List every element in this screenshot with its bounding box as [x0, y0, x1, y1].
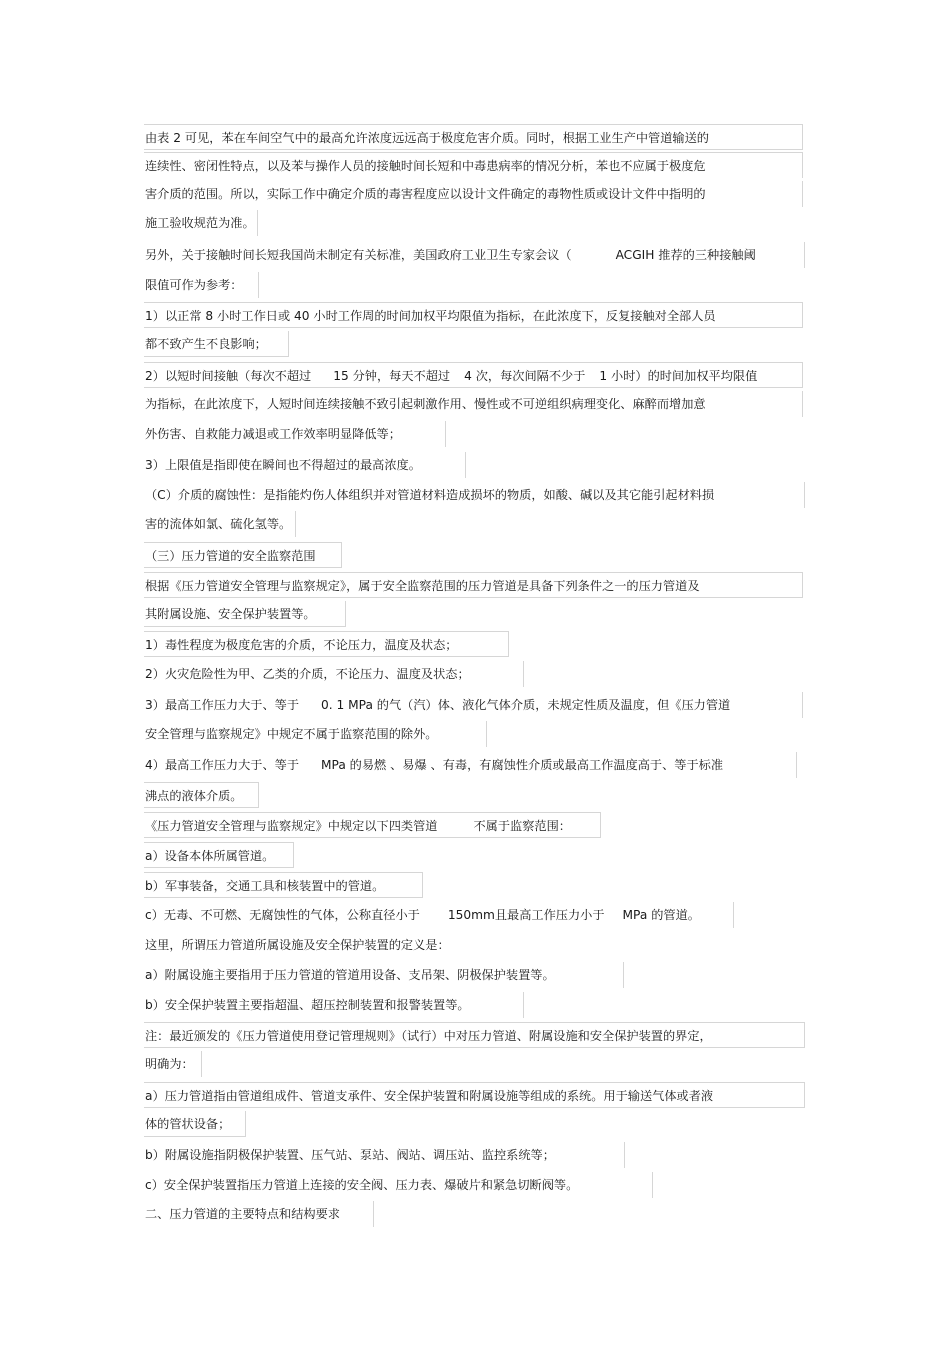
text-line	[144, 210, 258, 236]
text-line	[144, 452, 466, 478]
text-span: 2）以短时间接触（每次不超过	[145, 369, 312, 383]
text-line	[144, 482, 805, 508]
text-line	[144, 272, 259, 298]
text-line	[144, 721, 487, 747]
text-span: 《压力管道安全管理与监察规定》中规定以下四类管道	[145, 819, 438, 833]
text-span: a）设备本体所属管道。	[145, 849, 275, 863]
text-line	[144, 242, 805, 268]
text-line	[144, 572, 803, 598]
text-span: 都不致产生不良影响；	[145, 337, 267, 351]
text-line	[144, 752, 797, 778]
text-span: 4）最高工作压力大于、等于	[145, 758, 300, 772]
text-span: 体的管状设备；	[145, 1117, 231, 1131]
text-span: 3）上限值是指即使在瞬间也不得超过的最高浓度。	[145, 458, 421, 472]
text-line	[144, 782, 259, 808]
text-line	[144, 1142, 625, 1168]
text-span: 连续性、密闭性特点，以及苯与操作人员的接触时间长短和中毒患病率的情况分析，苯也不应属于极度危	[145, 159, 706, 173]
text-span: 不属于监察范围：	[473, 819, 571, 833]
text-span: 为指标，在此浓度下，人短时间连续接触不致引起刺激作用、慢性或不可逆组织病理变化、麻醉而增加意	[145, 397, 706, 411]
text-span: 另外，关于接触时间长短我国尚未制定有关标准，美国政府工业卫生专家会议（	[145, 248, 572, 262]
text-span: 其附属设施、安全保护装置等。	[145, 607, 316, 621]
text-span: 安全管理与监察规定》中规定不属于监察范围的除外。	[145, 727, 438, 741]
text-span: 明确为：	[145, 1057, 194, 1071]
text-span: 150mm且最高工作压力小于	[447, 908, 605, 922]
text-span: b）附属设施指阴极保护装置、压气站、泵站、阀站、调压站、监控系统等；	[145, 1148, 555, 1162]
text-span: 1）以正常 8 小时工作日或 40 小时工作周的时间加权平均限值为指标，在此浓度下，反复接触对全部人员	[145, 309, 716, 323]
text-span: 外伤害、自救能力减退或工作效率明显降低等；	[145, 427, 401, 441]
text-line	[144, 812, 601, 838]
text-line	[144, 124, 803, 150]
text-line	[144, 421, 446, 447]
text-span: 由表 2 可见，苯在车间空气中的最高允许浓度远远高于极度危害介质。同时，根据工业生产中管道输送的	[145, 131, 709, 145]
text-span: 限值可作为参考：	[145, 278, 243, 292]
text-span: c）安全保护装置指压力管道上连接的安全阀、压力表、爆破片和紧急切断阀等。	[145, 1178, 579, 1192]
text-line	[144, 511, 296, 537]
text-line	[144, 362, 803, 388]
text-line	[144, 842, 294, 868]
text-span: 3）最高工作压力大于、等于	[145, 698, 300, 712]
text-span: 害介质的范围。所以，实际工作中确定介质的毒害程度应以设计文件确定的毒物性质或设计文件中指明的	[145, 187, 706, 201]
text-span: 4 次，每次间隔不少于	[464, 369, 586, 383]
text-line	[144, 1022, 805, 1048]
text-line	[144, 992, 524, 1018]
section-heading	[144, 1201, 374, 1227]
text-span: （三）压力管道的安全监察范围	[145, 549, 316, 563]
text-line	[144, 1082, 805, 1108]
text-span: 15 分钟，每天不超过	[333, 369, 451, 383]
text-span: （C）介质的腐蚀性：是指能灼伤人体组织并对管道材料造成损坏的物质，如酸、碱以及其它能引起材料损	[145, 488, 715, 502]
text-line	[144, 391, 803, 417]
text-line	[144, 932, 544, 958]
text-line	[144, 631, 509, 657]
text-span: 施工验收规范为准。	[145, 216, 255, 230]
text-span: MPa 的易燃 、易爆 、有毒，有腐蚀性介质或最高工作温度高于、等于标准	[321, 758, 724, 772]
text-span: MPa 的管道。	[622, 908, 700, 922]
section-heading	[144, 542, 342, 568]
text-span: c）无毒、不可燃、无腐蚀性的气体，公称直径小于	[145, 908, 420, 922]
text-span: a）附属设施主要指用于压力管道的管道用设备、支吊架、阴极保护装置等。	[145, 968, 555, 982]
text-span: 根据《压力管道安全管理与监察规定》，属于安全监察范围的压力管道是具备下列条件之一的压力管道及	[145, 579, 700, 593]
text-line	[144, 1111, 246, 1137]
text-span: b）安全保护装置主要指超温、超压控制装置和报警装置等。	[145, 998, 470, 1012]
text-line	[144, 1051, 202, 1077]
text-line	[144, 872, 423, 898]
text-span: b）军事装备，交通工具和核装置中的管道。	[145, 879, 385, 893]
text-span: 1）毒性程度为极度危害的介质，不论压力，温度及状态；	[145, 638, 458, 652]
text-span: 这里，所谓压力管道所属设施及安全保护装置的定义是：	[145, 938, 450, 952]
text-line	[144, 661, 524, 687]
text-line	[144, 601, 346, 627]
text-span: 0. 1 MPa 的气（汽）体、液化气体介质，未规定性质及温度，但《压力管道	[321, 698, 731, 712]
text-line	[144, 181, 803, 207]
text-span: ACGIH 推荐的三种接触阈	[615, 248, 756, 262]
text-span: 二、压力管道的主要特点和结构要求	[145, 1207, 340, 1221]
text-span: a）压力管道指由管道组成件、管道支承件、安全保护装置和附属设施等组成的系统。用于输送气体或者液	[145, 1089, 714, 1103]
text-span: 1 小时）的时间加权平均限值	[599, 369, 758, 383]
text-line	[144, 692, 803, 718]
text-line	[144, 331, 289, 357]
text-line	[144, 962, 624, 988]
text-line	[144, 302, 803, 328]
text-span: 2）火灾危险性为甲、乙类的介质，不论压力、温度及状态；	[145, 667, 470, 681]
text-line	[144, 152, 803, 178]
text-line	[144, 902, 734, 928]
text-span: 害的流体如氯、硫化氢等。	[145, 517, 292, 531]
text-span: 沸点的液体介质。	[145, 789, 243, 803]
text-line	[144, 1172, 653, 1198]
text-span: 注：最近颁发的《压力管道使用登记管理规则》（试行）中对压力管道、附属设施和安全保护装置的界定，	[145, 1029, 712, 1043]
